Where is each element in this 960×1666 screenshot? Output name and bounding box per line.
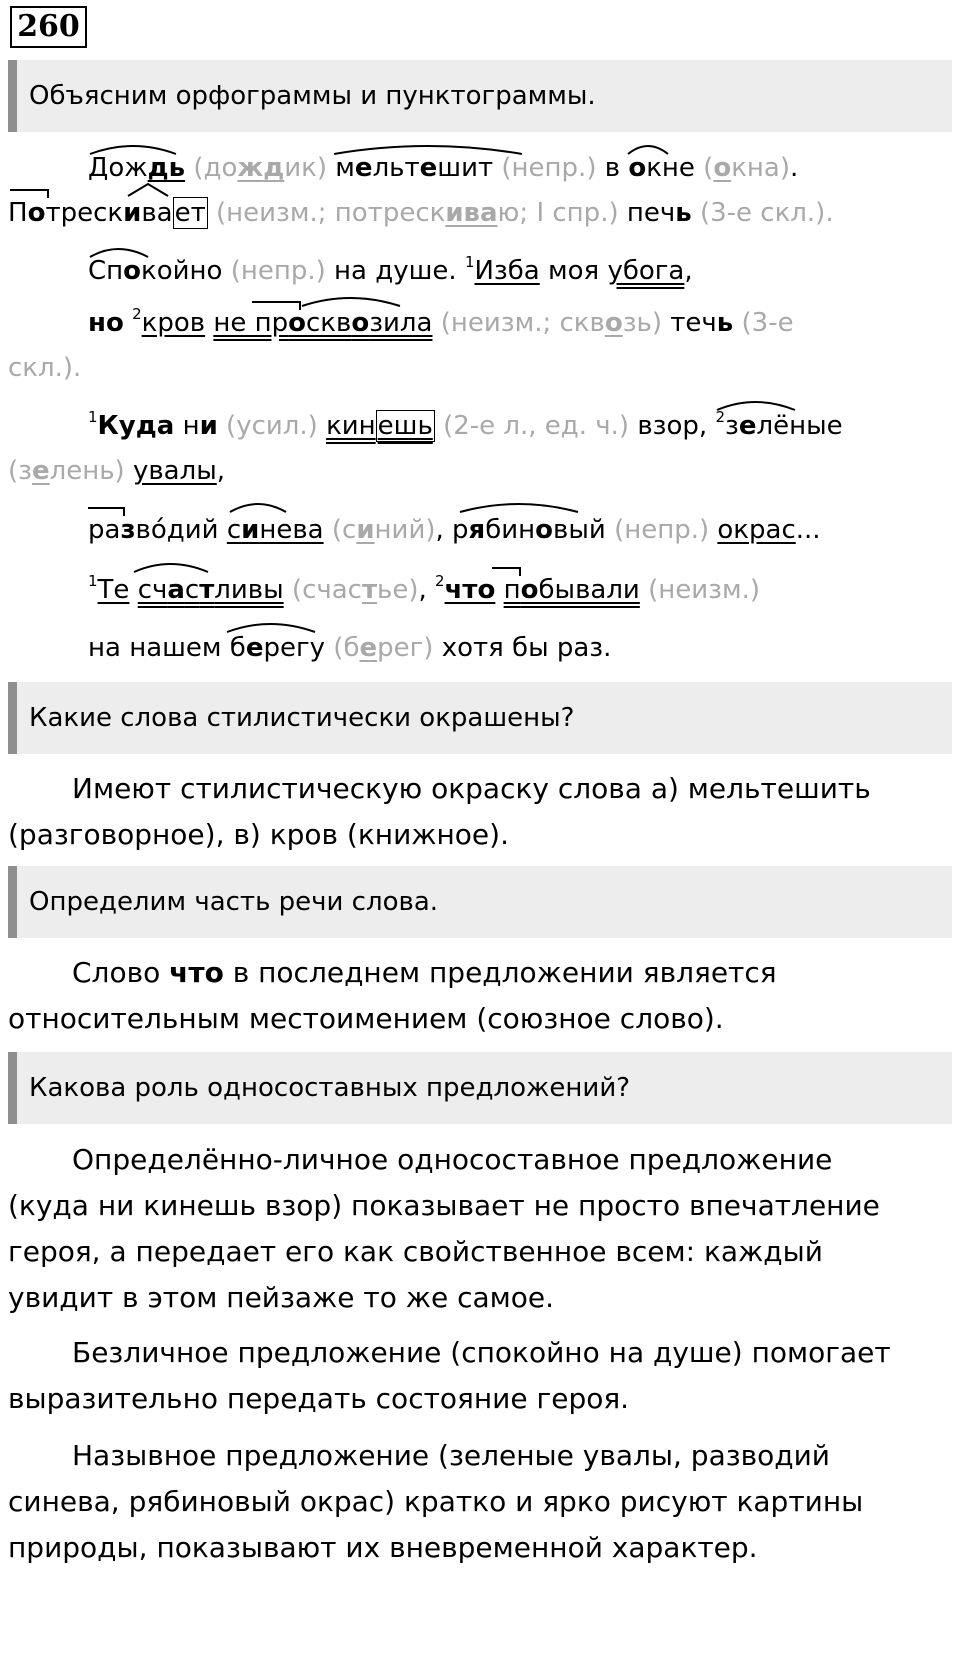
answer-one-part-1: Определённо-личное односоставное предложение (куда ни кинешь взор) показывает не просто впечатление героя, а передает его как свойственное всем: каждый увидит в этом пейзаже то же самое. — [8, 1143, 880, 1314]
hint-3-skl-2: (3-е — [741, 308, 794, 338]
word-vzor: взор, — [637, 411, 708, 441]
word-kinesh: кинешь — [326, 411, 433, 441]
hint-3-skl: (3-е скл.) — [699, 198, 826, 228]
sentence-4: но $^2$кров не просквозила (неизм.; сквозь) течь (3-е — [88, 305, 794, 338]
word-pech: печь — [626, 198, 692, 228]
word-dozhd: Дождь — [88, 153, 186, 183]
word-izba: Изба — [474, 256, 540, 286]
hint-bereg: (берег) — [333, 633, 434, 663]
question-bar-stylistic: Какие слова стилистически окрашены? — [8, 682, 952, 754]
word-ni: ни — [182, 411, 218, 441]
hint-usil: (усил.) — [226, 411, 318, 441]
word-pobyvali: побывали — [503, 575, 640, 605]
morpheme-arcs-7 — [130, 558, 550, 578]
word-no: но — [88, 308, 124, 338]
hint-nepr-3: (непр.) — [614, 515, 710, 545]
morpheme-arcs-4 — [250, 292, 450, 312]
word-na-dushe: на душе. — [334, 256, 457, 286]
word-okne: окне — [628, 153, 695, 183]
word-v: в — [604, 153, 621, 183]
word-na-nashem: на нашем — [88, 633, 222, 663]
question-bar-part-of-speech: Определим часть речи слова. — [8, 866, 952, 938]
word-potreskivaet: Потрескивает — [8, 198, 206, 228]
word-uvaly: увалы — [132, 456, 217, 486]
sentence-3: Спокойно (непр.) на душе. $^1$Изба моя убога, — [88, 253, 693, 286]
hint-neizm: (неизм.) — [648, 575, 760, 605]
word-okras: окрас — [717, 515, 796, 545]
hint-potreskivayu: (неизм.; потрескиваю; I спр.) — [216, 198, 619, 228]
exercise-number: 260 — [10, 6, 87, 48]
morpheme-arcs-3 — [88, 243, 288, 263]
word-ne-proskvozila: не просквозила — [213, 308, 433, 338]
word-sineva: синева — [226, 515, 324, 545]
word-te: Те — [97, 575, 130, 605]
sentence-5: $^1$Куда ни (усил.) кинешь (2-е л., ед. ч.) взор, $^2$зелёные — [88, 408, 843, 441]
hint-schastie: (счастье) — [291, 575, 419, 605]
morpheme-arcs-6 — [88, 498, 648, 518]
word-tech: течь — [670, 308, 734, 338]
word-spokoyno: Спокойно — [88, 256, 223, 286]
answer-one-part-2: Безличное предложение (спокойно на душе) помогает выразительно передать состояние героя. — [8, 1336, 891, 1415]
hint-dozhdik: (дождик) — [193, 153, 328, 183]
sentence-7: $^1$Те счастливы (счастье), $^2$что побывали (неизм.) — [88, 572, 760, 605]
morpheme-marks-2 — [8, 180, 228, 200]
word-uboga: убога — [607, 256, 685, 286]
question-bar-orthography: Объясним орфограммы и пунктограммы. — [8, 60, 952, 132]
word-schastlivy: счастливы — [137, 575, 284, 605]
hint-nepr: (непр.) — [501, 153, 597, 183]
hint-skvoz: (неизм.; сквозь) — [440, 308, 663, 338]
word-krov: кров — [141, 308, 206, 338]
hint-siniy: (синий) — [331, 515, 436, 545]
hint-2-l: (2-е л., ед. ч.) — [443, 411, 630, 441]
hint-okna: (окна) — [703, 153, 790, 183]
morpheme-arcs-1 — [88, 140, 888, 160]
word-khotya-by-raz: хотя бы раз. — [441, 633, 612, 663]
answer-stylistic: Имеют стилистическую окраску слова а) мельтешить (разговорное), в) кров (книжное). — [8, 772, 871, 851]
hint-nepr-2: (непр.) — [230, 256, 326, 286]
word-razvodiy: разво́дий — [88, 515, 219, 545]
word-melteshit: мельтешит — [335, 153, 494, 183]
word-ryabinovy: рябиновый — [452, 515, 606, 545]
sentence-8 — [88, 630, 611, 666]
word-kuda: Куда — [97, 411, 175, 441]
morpheme-arcs-5 — [715, 396, 835, 416]
sentence-5-cont: (зелень) увалы, — [8, 456, 226, 486]
word-chto: что — [444, 575, 496, 605]
word-moya: моя — [548, 256, 600, 286]
answer-one-part-3: Назывное предложение (зеленые увалы, разводий синева, рябиновый окрас) кратко и ярко рисуют картины природы, показывают их вневременной характер. — [8, 1439, 864, 1564]
answer-part-of-speech: Слово что в последнем предложении является относительным местоимением (союзное слово). — [8, 956, 777, 1035]
hint-zelen: (зелень) — [8, 456, 125, 486]
word-beregu: берегу — [229, 633, 326, 663]
morpheme-arcs-8 — [225, 618, 345, 638]
sentence-2: Потрескивает (неизм.; потрескиваю; I спр.) печь (3-е скл.). — [8, 198, 834, 228]
sentence-4-cont: скл.). — [8, 353, 82, 383]
word-zelenye: зелёные — [724, 411, 843, 441]
sentence-6: разво́дий синева (синий), рябиновый (непр.) окрас... — [88, 515, 821, 545]
sentence-1: Дождь (дождик) мельтешит (непр.) в окне (окна). — [88, 153, 799, 183]
question-bar-one-part: Какова роль односоставных предложений? — [8, 1052, 952, 1124]
